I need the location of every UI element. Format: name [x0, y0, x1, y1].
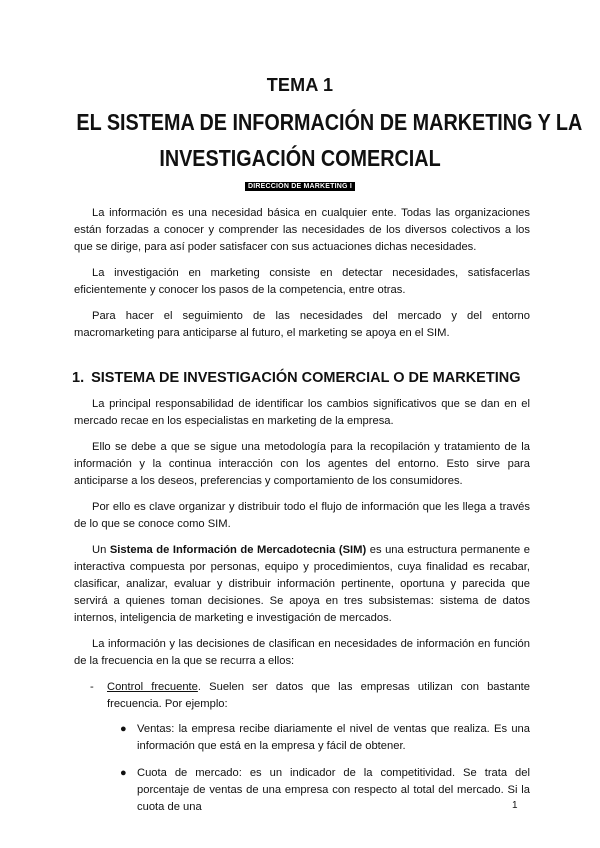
section-number: 1. [72, 370, 85, 386]
subject-label: DIRECCIÓN DE MARKETING I [245, 182, 355, 191]
intro-paragraph: Para hacer el seguimiento de las necesidades del mercado y del entorno macromarketing para anticiparse al futuro, el marketing se apoya en el SIM. [74, 310, 530, 339]
intro-paragraph: La información es una necesidad básica en cualquier ente. Todas las organizaciones están forzadas a conocer y comprender las necesidades de los diversos colectivos a los que se dirige, para así poder satisfacer con sus actuaciones dichas necesidades. [74, 207, 530, 253]
bullet-dot-icon: ● [120, 767, 127, 779]
bullet-item [104, 721, 530, 755]
dash-list-item [74, 679, 530, 713]
bullet-item [104, 765, 530, 816]
bullet-text: Ventas: la empresa recibe diariamente el nivel de ventas que realiza. Es una información que está en la empresa y fácil de obtener. [137, 723, 530, 752]
section-heading [72, 370, 530, 387]
control-frecuente-term: Control frecuente [107, 681, 198, 693]
bullet-dot-icon: ● [120, 723, 127, 735]
bullet-list [74, 721, 530, 816]
document-body [74, 205, 530, 826]
section-paragraph: Por ello es clave organizar y distribuir todo el flujo de información que les llega a través de lo que se conoce como SIM. [74, 501, 530, 530]
title-line-2: INVESTIGACIÓN COMERCIAL [159, 145, 441, 171]
sim-term: Sistema de Información de Mercadotecnia (SIM) [109, 544, 367, 556]
sim-prefix: Un [92, 544, 110, 556]
intro-paragraph: La investigación en marketing consiste en detectar necesidades, satisfacerlas eficientemente y conocer los pasos de la competencia, entre otras. [74, 267, 530, 296]
subject-banner [0, 175, 600, 193]
chapter-label: TEMA 1 [266, 75, 334, 95]
dash-marker: - [90, 681, 94, 693]
dash-item-text: . Suelen ser datos que las empresas utilizan con bastante frecuencia. Por ejemplo: [107, 681, 530, 710]
document-title [76, 104, 583, 176]
sim-definition: es una estructura permanente e interactiva compuesta por personas, equipo y procedimientos, cuya finalidad es recabar, clasificar, analizar, evaluar y distribuir información pertinente, oportuna y parecida que servirá a quienes toman decisiones. Se apoya en tres subsistemas: sistema de datos internos, inteligencia de marketing e investigación de mercados. [74, 544, 531, 624]
title-line-1: EL SISTEMA DE INFORMACIÓN DE MARKETING Y LA [76, 109, 583, 135]
frequency-paragraph: La información y las decisiones de clasifican en necesidades de información en función de la frecuencia en la que se recurra a ellos: [74, 638, 530, 667]
sim-definition-paragraph [74, 542, 530, 627]
section-paragraph: Ello se debe a que se sigue una metodología para la recopilación y tratamiento de la información y la continua interacción con los agentes del entorno. Esto sirve para anticiparse a los deseos, preferencias y comportamiento de los consumidores. [74, 441, 530, 487]
bullet-text: Cuota de mercado: es un indicador de la competitividad. Se trata del porcentaje de ventas de una empresa con respecto al total del mercado. Si la cuota de una [137, 767, 530, 813]
section-paragraph: La principal responsabilidad de identificar los cambios significativos que se dan en el mercado recae en los especialistas en marketing de la empresa. [74, 398, 530, 427]
section-title: SISTEMA DE INVESTIGACIÓN COMERCIAL O DE MARKETING [91, 370, 521, 386]
page-number: 1 [512, 800, 518, 811]
